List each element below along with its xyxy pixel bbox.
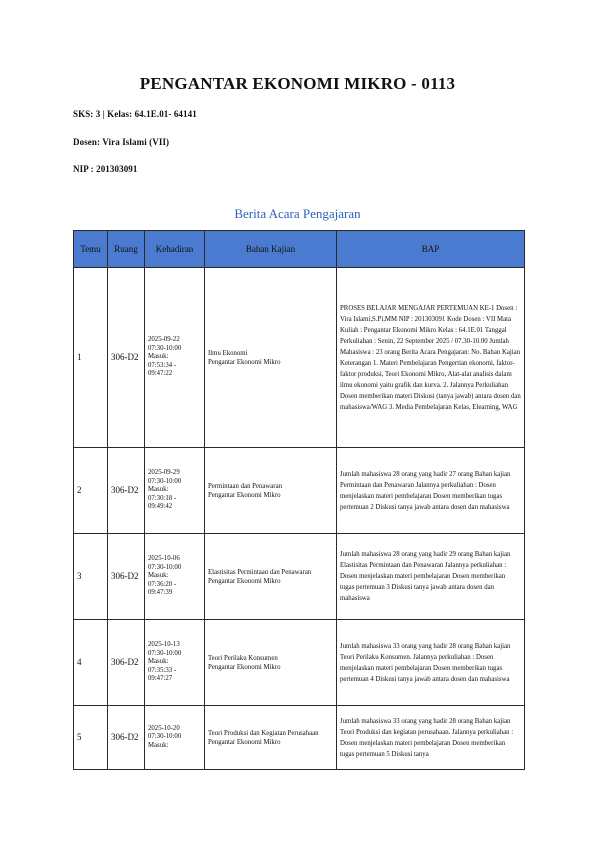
kehadiran-line: 07:53:34 - <box>148 361 177 369</box>
cell-bap: Jumlah mahasiswa 33 orang yang hadir 28 orang Bahan kajian Teori Produksi dan kegiatan perusahaan. Jalannya perkuliahan : Dosen menjelaskan materi pembelajaran Dosen memberikan tugas pertemuan 5 Diskusi tanya <box>337 706 525 770</box>
kehadiran-line: 09:47:22 <box>148 370 173 378</box>
cell-temu: 1 <box>74 268 108 448</box>
kehadiran-line: 09:49:42 <box>148 503 173 511</box>
table-body <box>74 268 525 770</box>
kehadiran-line: 07:30-10:00 <box>148 733 182 741</box>
bahan-kajian-line: Permintaan dan Penawaran <box>208 482 282 490</box>
sks-kelas-info: SKS: 3 | Kelas: 64.1E.01- 64141 <box>73 109 197 119</box>
kehadiran-line: 09:47:39 <box>148 589 173 597</box>
table-row <box>74 706 525 770</box>
column-header-bap: BAP <box>337 231 525 268</box>
kehadiran-line: Masuk: <box>148 353 169 361</box>
table-row <box>74 268 525 448</box>
bahan-kajian-line: Ilmu Ekonomi <box>208 349 248 357</box>
cell-ruang: 306-D2 <box>108 620 145 706</box>
cell-bahan-kajian <box>205 706 337 770</box>
bahan-kajian-line: Pengantar Ekonomi Mikro <box>208 738 281 746</box>
table-row <box>74 620 525 706</box>
kehadiran-line: 2025-09-22 <box>148 336 180 344</box>
kehadiran-line: Masuk: <box>148 486 169 494</box>
cell-bap: Jumlah mahasiswa 33 orang yang hadir 28 orang Bahan kajian Teori Perilaku Konsumen. Jalannya perkuliahan : Dosen menjelaskan materi pembelajaran Dosen memberikan tugas pertemuan 4 Diskusi tanya jawab antara dosen dan mahasiswa <box>337 620 525 706</box>
cell-bahan-kajian <box>205 534 337 620</box>
kehadiran-line: Masuk: <box>148 572 169 580</box>
cell-ruang: 306-D2 <box>108 268 145 448</box>
section-title: Berita Acara Pengajaran <box>234 206 361 221</box>
kehadiran-line: 09:47:27 <box>148 675 173 683</box>
cell-ruang: 306-D2 <box>108 706 145 770</box>
cell-ruang: 306-D2 <box>108 534 145 620</box>
kehadiran-line: 07:30:18 - <box>148 494 177 502</box>
cell-temu: 2 <box>74 448 108 534</box>
cell-bap: Jumlah mahasiswa 28 orang yang hadir 27 orang Bahan kajian Permintaan dan Penawaran Jalannya perkuliahan : Dosen menjelaskan materi pembelajaran Dosen memberikan tugas pertemuan 2 Diskusi tanya jawab antara dosen dan mahasiswa <box>337 448 525 534</box>
kehadiran-line: 2025-10-13 <box>148 641 180 649</box>
kehadiran-line: 07:36:20 - <box>148 580 177 588</box>
dosen-info: Dosen: Vira Islami (VII) <box>73 137 170 147</box>
kehadiran-line: 07:35:33 - <box>148 666 177 674</box>
bahan-kajian-line: Elastisitas Permintaan dan Penawaran <box>208 568 312 576</box>
cell-bap: PROSES BELAJAR MENGAJAR PERTEMUAN KE-1 Dosen : Vira Islami,S.Pi,MM NIP : 201303091 Kode Dosen : VII Mata Kuliah : Pengantar Ekonomi Mikro Kelas : 64.1E.01 Tanggal Perkuliahan : Senin, 22 September 2025 / 07.30-10.00 Jumlah Mahasiswa : 23 orang Berita Acara Pengajaran: No. Bahan Kajian Keterangan 1. Materi Pembelajaran Pengertian ekonomi, faktor-faktor produksi, Teori Ekonomi Mikro, Alat-alat analisis dalam ilmu ekonomi yaitu grafik dan kurva. 2. Jalannya Perkuliahan Dosen memberikan materi Diskusi (tanya jawab) antara dosen dan mahasiswa/WAG 3. Media Pembelajaran Kelas, Elearning, WAG <box>337 268 525 448</box>
kehadiran-line: 2025-10-06 <box>148 555 180 563</box>
column-header-temu: Temu <box>74 231 108 268</box>
cell-kehadiran <box>145 534 205 620</box>
cell-bahan-kajian <box>205 620 337 706</box>
column-header-kehadiran: Kehadiran <box>145 231 205 268</box>
cell-bahan-kajian <box>205 268 337 448</box>
kehadiran-line: 2025-10-20 <box>148 724 180 732</box>
cell-bap: Jumlah mahasiswa 28 orang yang hadir 29 orang Bahan kajian Elastisitas Permintaan dan Penawaran Jalannya perkuliahan : Dosen menjelaskan materi pembelajaran Dosen memberikan tugas pertemuan 3 Diskusi tanya jawab antara dosen dan mahasiswa <box>337 534 525 620</box>
kehadiran-line: 07:30-10:00 <box>148 344 182 352</box>
cell-ruang: 306-D2 <box>108 448 145 534</box>
kehadiran-line: 2025-09-29 <box>148 469 180 477</box>
bahan-kajian-line: Teori Perilaku Konsumen <box>208 654 278 662</box>
table-header-row <box>74 231 525 268</box>
kehadiran-line: 07:30-10:00 <box>148 649 182 657</box>
cell-kehadiran <box>145 448 205 534</box>
cell-kehadiran <box>145 706 205 770</box>
table-row <box>74 448 525 534</box>
table-row <box>74 534 525 620</box>
kehadiran-line: 07:30-10:00 <box>148 477 182 485</box>
column-header-ruang: Ruang <box>108 231 145 268</box>
cell-temu: 4 <box>74 620 108 706</box>
cell-temu: 3 <box>74 534 108 620</box>
bahan-kajian-line: Teori Produksi dan Kegiatan Perusahaan <box>208 729 319 737</box>
bahan-kajian-line: Pengantar Ekonomi Mikro <box>208 491 281 499</box>
cell-temu: 5 <box>74 706 108 770</box>
kehadiran-line: 07:30-10:00 <box>148 563 182 571</box>
column-header-bahan-kajian: Bahan Kajian <box>205 231 337 268</box>
bahan-kajian-line: Pengantar Ekonomi Mikro <box>208 577 281 585</box>
cell-kehadiran <box>145 620 205 706</box>
cell-bahan-kajian <box>205 448 337 534</box>
cell-kehadiran <box>145 268 205 448</box>
nip-info: NIP : 201303091 <box>73 164 138 174</box>
bahan-kajian-line: Pengantar Ekonomi Mikro <box>208 663 281 671</box>
kehadiran-line: Masuk: <box>148 741 169 749</box>
bap-table <box>73 230 525 770</box>
bahan-kajian-line: Pengantar Ekonomi Mikro <box>208 358 281 366</box>
page-title: PENGANTAR EKONOMI MIKRO - 0113 <box>139 74 456 93</box>
kehadiran-line: Masuk: <box>148 658 169 666</box>
